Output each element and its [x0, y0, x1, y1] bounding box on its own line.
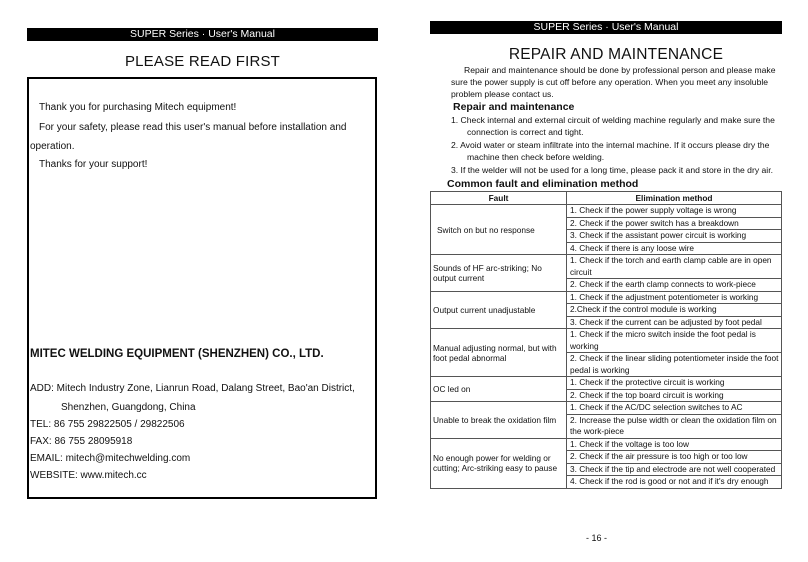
- col-fault-header: Fault: [431, 192, 567, 205]
- table-header-row: [431, 192, 782, 205]
- col-method-header: Elimination method: [567, 192, 782, 205]
- fault-cell: OC led on: [431, 377, 567, 402]
- page-number: - 16 -: [586, 533, 608, 543]
- table-row: [431, 438, 782, 488]
- address-line-2: Shenzhen, Guangdong, China: [61, 402, 196, 413]
- fault-heading: Common fault and elimination method: [447, 178, 639, 190]
- right-header-text: SUPER Series · User's Manual: [533, 21, 679, 33]
- table-row: [431, 291, 782, 329]
- right-page-title: REPAIR AND MAINTENANCE: [508, 46, 724, 63]
- method-cell: [567, 291, 782, 329]
- method-cell: [567, 438, 782, 488]
- table-row: [431, 255, 782, 292]
- method-item: 2. Check if the earth clamp connects to work-piece: [570, 279, 756, 289]
- method-item: 3. Check if the current can be adjusted by foot pedal: [570, 316, 762, 327]
- method-item: 3. Check if the tip and electrode are not well cooperated: [567, 464, 781, 477]
- method-item: 1. Check if the power supply voltage is wrong: [567, 205, 781, 218]
- table-row: [431, 402, 782, 439]
- repair-item-2b: machine then check before welding.: [467, 152, 605, 162]
- email-line: EMAIL: mitech@mitechwelding.com: [30, 453, 191, 464]
- repair-heading: Repair and maintenance: [453, 101, 575, 113]
- intro-line-3: operation.: [30, 141, 75, 152]
- fault-table: [430, 191, 782, 489]
- method-item: 1. Check if the adjustment potentiometer is working: [567, 292, 781, 305]
- method-item: 3. Check if the assistant power circuit is working: [567, 230, 781, 243]
- method-item: 2. Check if the linear sliding potentiometer inside the foot pedal is working: [570, 353, 779, 375]
- right-intro-2: sure the power supply is cut off before any operation. When you meet any insoluble: [451, 77, 769, 87]
- repair-item-1a: 1. Check internal and external circuit of welding machine regularly and make sure the: [451, 115, 775, 125]
- method-item: 1. Check if the micro switch inside the foot pedal is working: [567, 329, 781, 353]
- right-intro-1: Repair and maintenance should be done by professional person and please make: [464, 65, 776, 75]
- method-cell: [567, 205, 782, 255]
- fault-cell: Switch on but no response: [431, 205, 567, 255]
- fault-cell: Sounds of HF arc-striking; No output current: [431, 255, 567, 292]
- method-item: 2. Increase the pulse width or clean the oxidation film on the work-piece: [570, 414, 777, 436]
- method-item: 1. Check if the AC/DC selection switches to AC: [567, 402, 781, 415]
- company-name: MITEC WELDING EQUIPMENT (SHENZHEN) CO., LTD.: [30, 348, 324, 360]
- repair-item-3: 3. If the welder will not be used for a long time, please pack it and store in the dry air.: [451, 165, 773, 175]
- method-item: 1. Check if the protective circuit is working: [567, 377, 781, 390]
- method-item: 1. Check if the voltage is too low: [567, 439, 781, 452]
- table-row: [431, 205, 782, 255]
- fault-cell: Unable to break the oxidation film: [431, 402, 567, 439]
- method-cell: [567, 255, 782, 292]
- table-row: [431, 377, 782, 402]
- method-cell: [567, 377, 782, 402]
- fault-cell: Output current unadjustable: [431, 291, 567, 329]
- method-item: 1. Check if the torch and earth clamp cable are in open circuit: [567, 255, 781, 279]
- right-intro-3: problem please contact us.: [451, 89, 554, 99]
- fault-cell: No enough power for welding or cutting; Arc-striking easy to pause: [431, 438, 567, 488]
- repair-item-1b: connection is correct and tight.: [467, 127, 584, 137]
- right-header-bar: [430, 21, 782, 34]
- website-line: WEBSITE: www.mitech.cc: [30, 470, 147, 481]
- intro-line-1: Thank you for purchasing Mitech equipment!: [39, 102, 237, 113]
- method-cell: [567, 402, 782, 439]
- method-item: 2. Check if the power switch has a breakdown: [567, 218, 781, 231]
- method-item: 4. Check if the rod is good or not and if it's dry enough: [570, 476, 769, 486]
- left-page-title: PLEASE READ FIRST: [124, 53, 281, 70]
- address-line-1: ADD: Mitech Industry Zone, Lianrun Road, Dalang Street, Bao'an District,: [30, 383, 355, 394]
- fax-line: FAX: 86 755 28095918: [30, 436, 133, 447]
- fault-cell: Manual adjusting normal, but with foot pedal abnormal: [431, 329, 567, 377]
- method-item: 2.Check if the control module is working: [567, 304, 781, 317]
- intro-line-4: Thanks for your support!: [39, 159, 148, 170]
- intro-line-2: For your safety, please read this user's manual before installation and: [39, 122, 347, 133]
- repair-item-2a: 2. Avoid water or steam infiltrate into the internal machine. If it occurs please dry the: [451, 140, 770, 150]
- method-cell: [567, 329, 782, 377]
- method-item: 2. Check if the air pressure is too high or too low: [567, 451, 781, 464]
- method-item: 4. Check if there is any loose wire: [570, 242, 695, 253]
- table-row: [431, 329, 782, 377]
- left-header-bar: [27, 28, 378, 41]
- left-header-text: SUPER Series · User's Manual: [130, 28, 275, 40]
- method-item: 2. Check if the top board circuit is working: [570, 389, 724, 400]
- tel-line: TEL: 86 755 29822505 / 29822506: [30, 419, 185, 430]
